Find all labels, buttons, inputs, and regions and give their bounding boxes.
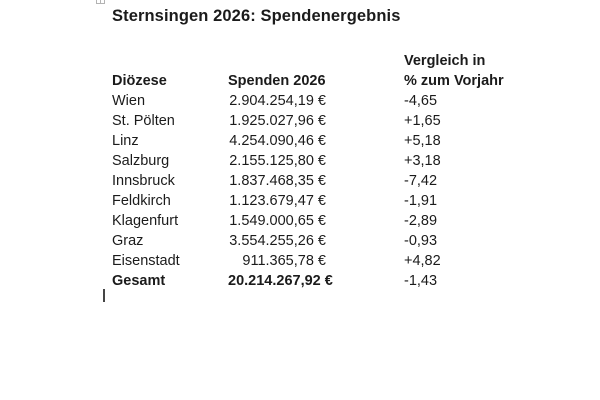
change-percent: -1,91 [404, 193, 438, 209]
column-header-change-line1: Vergleich in [404, 53, 486, 69]
column-header-diocese: Diözese [112, 73, 167, 89]
diocese-name: Innsbruck [112, 173, 175, 189]
diocese-name: Eisenstadt [112, 253, 180, 269]
donation-amount: 2.155.125,80 € [229, 153, 326, 169]
total-amount: 20.214.267,92 € [228, 273, 333, 289]
table-row [112, 191, 504, 211]
table-row [112, 131, 504, 151]
diocese-name: Wien [112, 93, 146, 109]
table-row [112, 251, 504, 271]
change-percent: +3,18 [404, 153, 441, 169]
change-percent: -7,42 [404, 173, 438, 189]
text-cursor [103, 289, 105, 302]
diocese-name: Klagenfurt [112, 213, 179, 229]
table-total-row [112, 271, 504, 291]
change-percent: -4,65 [404, 93, 438, 109]
table-row [112, 111, 504, 131]
diocese-name: Graz [112, 233, 144, 249]
table-row [112, 91, 504, 111]
header-spacer [112, 51, 228, 71]
total-change-percent: -1,43 [404, 273, 438, 289]
column-header-amount: Spenden 2026 [228, 73, 326, 89]
diocese-name: Linz [112, 133, 139, 149]
table-row [112, 231, 504, 251]
table-row [112, 211, 504, 231]
donation-amount: 1.837.468,35 € [229, 173, 326, 189]
donation-amount: 1.549.000,65 € [229, 213, 326, 229]
table-header-row-2 [112, 71, 504, 91]
change-percent: +4,82 [404, 253, 441, 269]
change-percent: +5,18 [404, 133, 441, 149]
donation-table [112, 51, 504, 291]
table-row [112, 171, 504, 191]
page-title: Sternsingen 2026: Spendenergebnis [112, 7, 401, 25]
diocese-name: Feldkirch [112, 193, 171, 209]
donation-amount: 1.123.679,47 € [229, 193, 326, 209]
diocese-name: Salzburg [112, 153, 170, 169]
donation-amount: 911.365,78 € [242, 253, 326, 269]
change-percent: -2,89 [404, 213, 438, 229]
table-row [112, 151, 504, 171]
table-header-row-1 [112, 51, 504, 71]
donation-amount: 2.904.254,19 € [229, 93, 326, 109]
donation-amount: 1.925.027,96 € [229, 113, 326, 129]
column-header-change-line2: % zum Vorjahr [404, 73, 504, 89]
change-percent: +1,65 [404, 113, 441, 129]
donation-amount: 4.254.090,46 € [229, 133, 326, 149]
change-percent: -0,93 [404, 233, 438, 249]
header-spacer [228, 51, 326, 71]
object-anchor-icon [96, 0, 105, 4]
donation-amount: 3.554.255,26 € [229, 233, 326, 249]
total-label: Gesamt [112, 273, 166, 289]
diocese-name: St. Pölten [112, 113, 175, 129]
